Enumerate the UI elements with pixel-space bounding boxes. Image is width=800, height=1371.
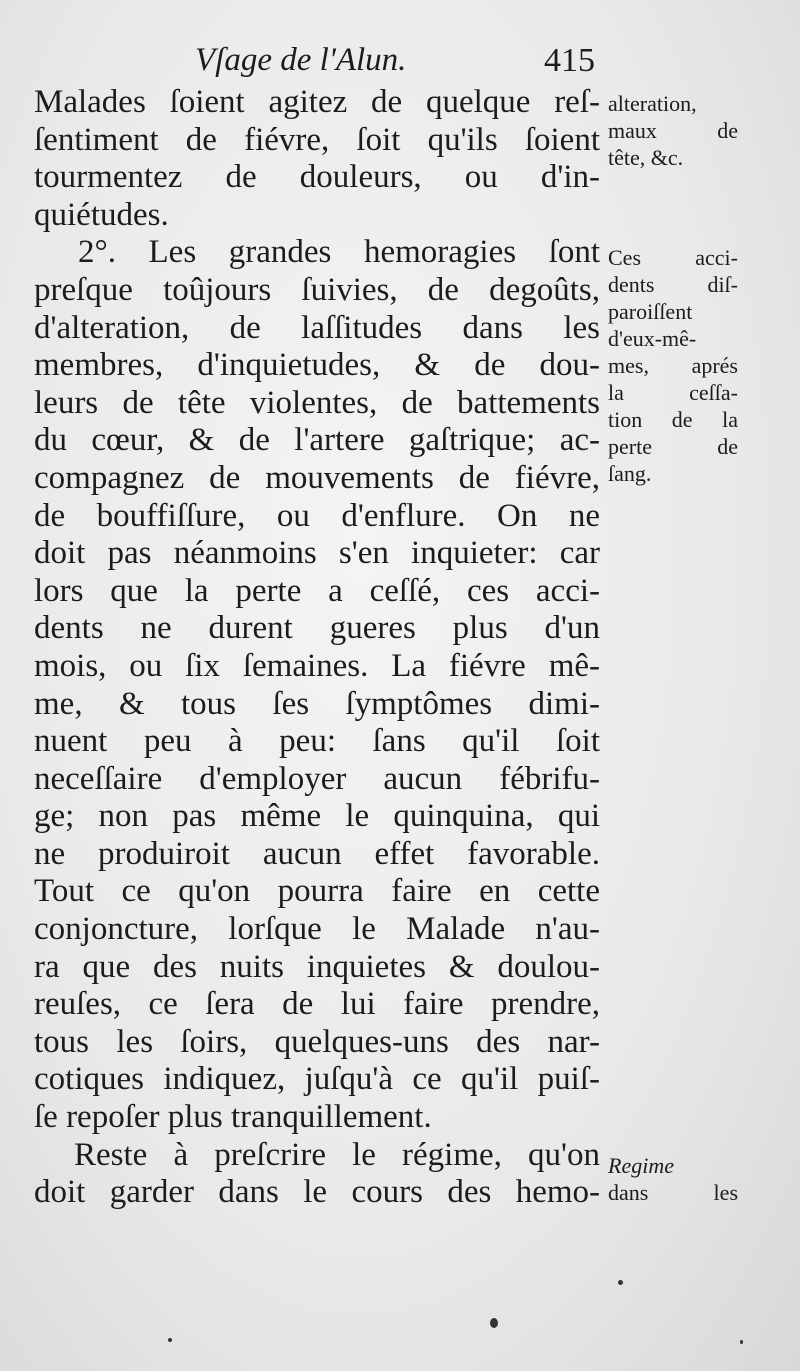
text-line: cotiques indiquez, juſqu'à ce qu'il puiſ- — [34, 1061, 600, 1098]
margin-line: Ces acci- — [608, 245, 738, 270]
paper-speck — [618, 1280, 623, 1285]
running-title: Vſage de l'Alun. — [195, 42, 407, 78]
text-line: doit pas néanmoins s'en inquieter: car — [34, 535, 600, 572]
margin-note-alteration — [608, 90, 738, 171]
text-line: Malades ſoient agitez de quelque reſ- — [34, 84, 600, 120]
margin-line: dans les — [608, 1180, 738, 1205]
text-line: me, & tous ſes ſymptômes dimi- — [34, 685, 600, 722]
margin-line: paroiſſent — [608, 299, 693, 324]
text-line: leurs de tête violentes, de battements — [34, 384, 600, 421]
text-line: ge; non pas même le quinquina, qui — [34, 798, 600, 835]
text-line: ne produiroit aucun effet favorable. — [34, 835, 600, 872]
margin-line: perte de — [608, 434, 738, 459]
text-line: reuſes, ce ſera de lui faire prendre, — [34, 986, 600, 1023]
text-line: conjoncture, lorſque le Malade n'au- — [34, 911, 600, 948]
margin-line: tion de la — [608, 407, 738, 432]
text-line: du cœur, & de l'artere gaſtrique; ac- — [34, 422, 600, 459]
margin-line: maux de — [608, 118, 738, 143]
text-line: tourmentez de douleurs, ou d'in- — [34, 159, 600, 196]
text-line: ra que des nuits inquietes & doulou- — [34, 948, 600, 985]
text-line: preſque toûjours ſuivies, de degoûts, — [34, 271, 600, 308]
text-line: lors que la perte a ceſſé, ces acci- — [34, 572, 600, 609]
paper-speck — [490, 1318, 498, 1328]
margin-line: dents diſ- — [608, 272, 738, 297]
text-line: Tout ce qu'on pourra faire en cette — [34, 873, 600, 910]
margin-line: alteration, — [608, 91, 697, 116]
text-line: membres, d'inquietudes, & de dou- — [34, 347, 600, 384]
text-line: neceſſaire d'employer aucun fébrifu- — [34, 760, 600, 797]
text-line: Reste à preſcrire le régime, qu'on — [74, 1136, 600, 1173]
text-line: quiétudes. — [34, 196, 169, 233]
text-line: 2°. Les grandes hemoragies ſont — [78, 234, 600, 271]
text-line: ſentiment de fiévre, ſoit qu'ils ſoient — [34, 121, 600, 158]
page-number: 415 — [544, 42, 595, 79]
margin-line: d'eux-mê- — [608, 326, 697, 351]
margin-line: tête, &c. — [608, 145, 684, 170]
page-header — [195, 42, 595, 86]
text-line: d'alteration, de laſſitudes dans les — [34, 309, 600, 346]
paper-speck — [740, 1340, 743, 1344]
margin-line: ſang. — [608, 461, 652, 486]
text-line: nuent peu à peu: ſans qu'il ſoit — [34, 723, 600, 760]
text-line: mois, ou ſix ſemaines. La fiévre mê- — [34, 647, 600, 684]
text-line: ſe repoſer plus tranquillement. — [34, 1099, 432, 1136]
text-line: dents ne durent gueres plus d'un — [34, 610, 600, 647]
text-line: compagnez de mouvements de fiévre, — [34, 459, 600, 496]
main-text-column — [34, 84, 600, 1212]
margin-line: Regime — [608, 1153, 674, 1178]
margin-line: la ceſſa- — [608, 380, 738, 405]
margin-line: mes, aprés — [608, 353, 738, 378]
text-line: de bouffiſſure, ou d'enflure. On ne — [34, 497, 600, 534]
text-line: tous les ſoirs, quelques-uns des nar- — [34, 1023, 600, 1060]
margin-note-regime — [608, 1152, 738, 1206]
paper-speck — [168, 1338, 172, 1342]
margin-note-accidents — [608, 244, 738, 487]
text-line: doit garder dans le cours des hemo- — [34, 1174, 600, 1211]
